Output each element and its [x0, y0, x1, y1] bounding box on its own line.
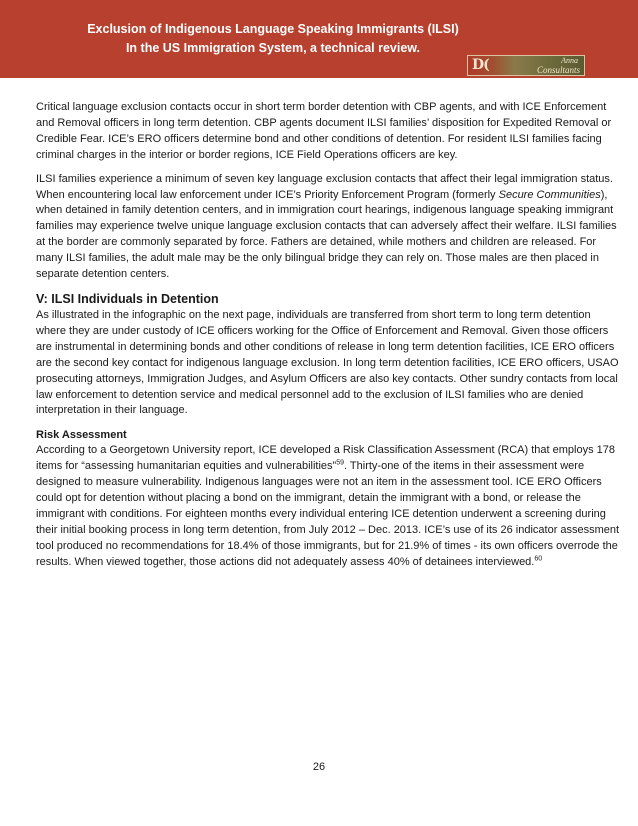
logo-word-consultants: Consultants	[536, 65, 580, 75]
subheading-risk-assessment: Risk Assessment	[36, 429, 127, 442]
paragraph-2-italic-term: Secure Communities	[498, 188, 601, 201]
page-number: 26	[312, 761, 326, 773]
paragraph-3: As illustrated in the infographic on the next page, individuals are transferred from short term to long term detention where they are under custody of ICE officers working for the Office of Enforcement and Removal. Given those officers are instrumental in determining bonds and other conditions of release in long term detention facilities, ICE ERO officers are the second key contact for indigenous language exclusion. In long term detention facilities, ICE ERO officers, USAO prosecuting attorneys, Immigration Judges, and Asylum Officers are also key contacts. Other sundry contacts from local law enforcement to detention service and medical personnel add to the exclusion of ILSI families who are denied interpretation in their language.	[36, 308, 619, 417]
footnote-ref-59[interactable]: 59	[336, 459, 344, 467]
document-title	[28, 20, 518, 58]
document-body	[36, 100, 620, 571]
title-line-1: Exclusion of Indigenous Language Speaking Immigrants (ILSI)	[87, 22, 459, 36]
paragraph-2-text-a: ILSI families experience a minimum of seven key language exclusion contacts that affect their legal immigration status. When encountering local law enforcement under ICE’s Priority Enforcement Program (formerly	[36, 172, 613, 201]
page-header-bar	[0, 0, 638, 78]
logo-word-anna: Anna	[561, 56, 578, 65]
logo-monogram: D(	[472, 57, 489, 73]
paragraph-4	[36, 443, 620, 570]
section-heading: V: ILSI Individuals in Detention	[36, 291, 219, 306]
paragraph-2-text-b: ), when detained in family detention centers, and in immigration court hearings, indigenous language speaking immigrant families may experience twelve unique language exclusion contacts that can adversely affect their welfare. ILSI families at the border are commonly separated by force. Fathers are detained, while mothers and children are released. For many ILSI families, the adult male may be the only bilingual bridge they can rely on. Those males are then placed in separate detention centers.	[36, 188, 617, 281]
footnote-ref-60[interactable]: 60	[534, 555, 543, 562]
paragraph-4-text-b: . Thirty-one of the items in their assessment were designed to measure vulnerability. Indigenous languages were not an item in the assessment tool. ICE ERO Officers could opt for detention without placing a bond on the immigrant, detain the immigrant with a bond, or release the immigrant with conditions. For eighteen months every individual entering ICE detention underwent a screening during their initial booking process in long term detention, from July 2012 – Dec. 2013. ICE’s use of its 26 indicator assessment tool produced no recommendations for 18.4% of those immigrants, but for 21.9% of times - its own officers overrode the results. When viewed together, those actions did not adequately assess 40% of detainees interviewed.	[36, 460, 620, 568]
paragraph-4-text-a: According to a Georgetown University report, ICE developed a Risk Classification Assessment (RCA) that employs 178 items for “assessing humanitarian equities and vulnerabilities”	[36, 444, 615, 473]
company-logo	[467, 55, 585, 76]
title-line-2: In the US Immigration System, a technical review.	[125, 41, 421, 55]
paragraph-1: Critical language exclusion contacts occur in short term border detention with CBP agents, and with ICE Enforcement and Removal officers in long term detention. CBP agents document ILSI families’ disposition for Expedited Removal or Credible Fear. ICE’s ERO officers determine bond and other conditions of detention. For resident ILSI families facing criminal charges in the interior or border regions, ICE Field Operations officers are key.	[36, 101, 612, 161]
paragraph-2	[36, 172, 620, 283]
